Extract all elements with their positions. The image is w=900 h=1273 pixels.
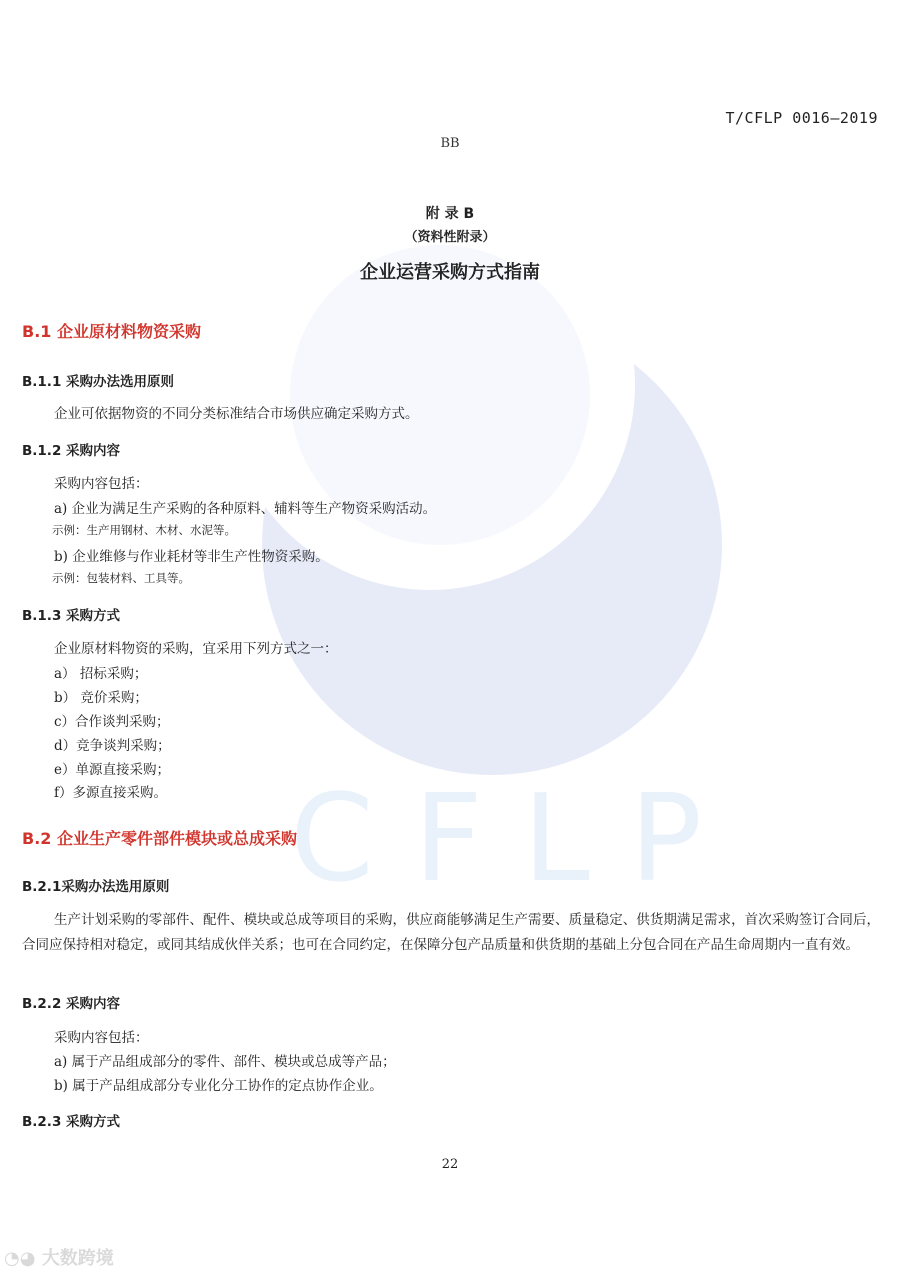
list-item: a） 招标采购；	[54, 666, 148, 682]
section-b12-heading: B.1.2 采购内容	[22, 443, 121, 459]
brand-logo-icon: ◔◕	[4, 1248, 36, 1269]
section-b11-heading: B.1.1 采购办法选用原则	[22, 374, 175, 390]
section-b22-intro: 采购内容包括：	[54, 1030, 149, 1046]
section-b23-heading: B.2.3 采购方式	[22, 1114, 121, 1130]
section-mark: BB	[440, 136, 460, 151]
section-b21-text: 生产计划采购的零部件、配件、模块或总成等项目的采购，供应商能够满足生产需要、质量稳定、供货期满足需求，首次采购签订合同后，合同应保持相对稳定，或同其结成伙伴关系；也可在合同约定，在保障分包产品质量和供货期的基础上分包合同在产品生命周期内一直有效。	[22, 912, 880, 953]
svg-text:CFLP: CFLP	[290, 770, 743, 909]
list-item: a) 企业为满足生产采购的各种原料、辅料等生产物资采购活动。	[54, 501, 437, 517]
example-text: 示例：生产用钢材、木材、水泥等。	[52, 523, 236, 537]
page-number: 22	[441, 1157, 459, 1172]
standard-number: T/CFLP 0016—2019	[725, 109, 878, 127]
document-title: 企业运营采购方式指南	[360, 262, 540, 283]
section-b21-heading: B.2.1采购办法选用原则	[22, 879, 170, 895]
appendix-title: 附 录 B	[425, 206, 475, 222]
list-item: b) 属于产品组成部分专业化分工协作的定点协作企业。	[54, 1078, 383, 1094]
section-b2-heading: B.2 企业生产零件部件模块或总成采购	[22, 829, 297, 848]
list-item: b) 企业维修与作业耗材等非生产性物资采购。	[54, 549, 329, 565]
corner-brand-watermark	[4, 1244, 114, 1270]
section-b1-heading: B.1 企业原材料物资采购	[22, 322, 201, 341]
list-item: d）竞争谈判采购；	[54, 738, 171, 754]
list-item: a) 属于产品组成部分的零件、部件、模块或总成等产品；	[54, 1054, 396, 1070]
list-item: b） 竞价采购；	[54, 690, 148, 706]
appendix-note: （资料性附录）	[404, 230, 496, 245]
section-b12-intro: 采购内容包括：	[54, 476, 149, 492]
list-item: e）单源直接采购；	[54, 762, 170, 778]
example-text: 示例：包装材料、工具等。	[52, 571, 190, 585]
section-b11-text: 企业可依据物资的不同分类标准结合市场供应确定采购方式。	[54, 406, 419, 422]
list-item: f）多源直接采购。	[54, 785, 167, 801]
list-item: c）合作谈判采购；	[54, 714, 170, 730]
section-b13-heading: B.1.3 采购方式	[22, 608, 121, 624]
brand-text: 大数跨境	[41, 1248, 114, 1269]
section-b22-heading: B.2.2 采购内容	[22, 996, 121, 1012]
section-b13-intro: 企业原材料物资的采购，宜采用下列方式之一：	[54, 641, 338, 657]
